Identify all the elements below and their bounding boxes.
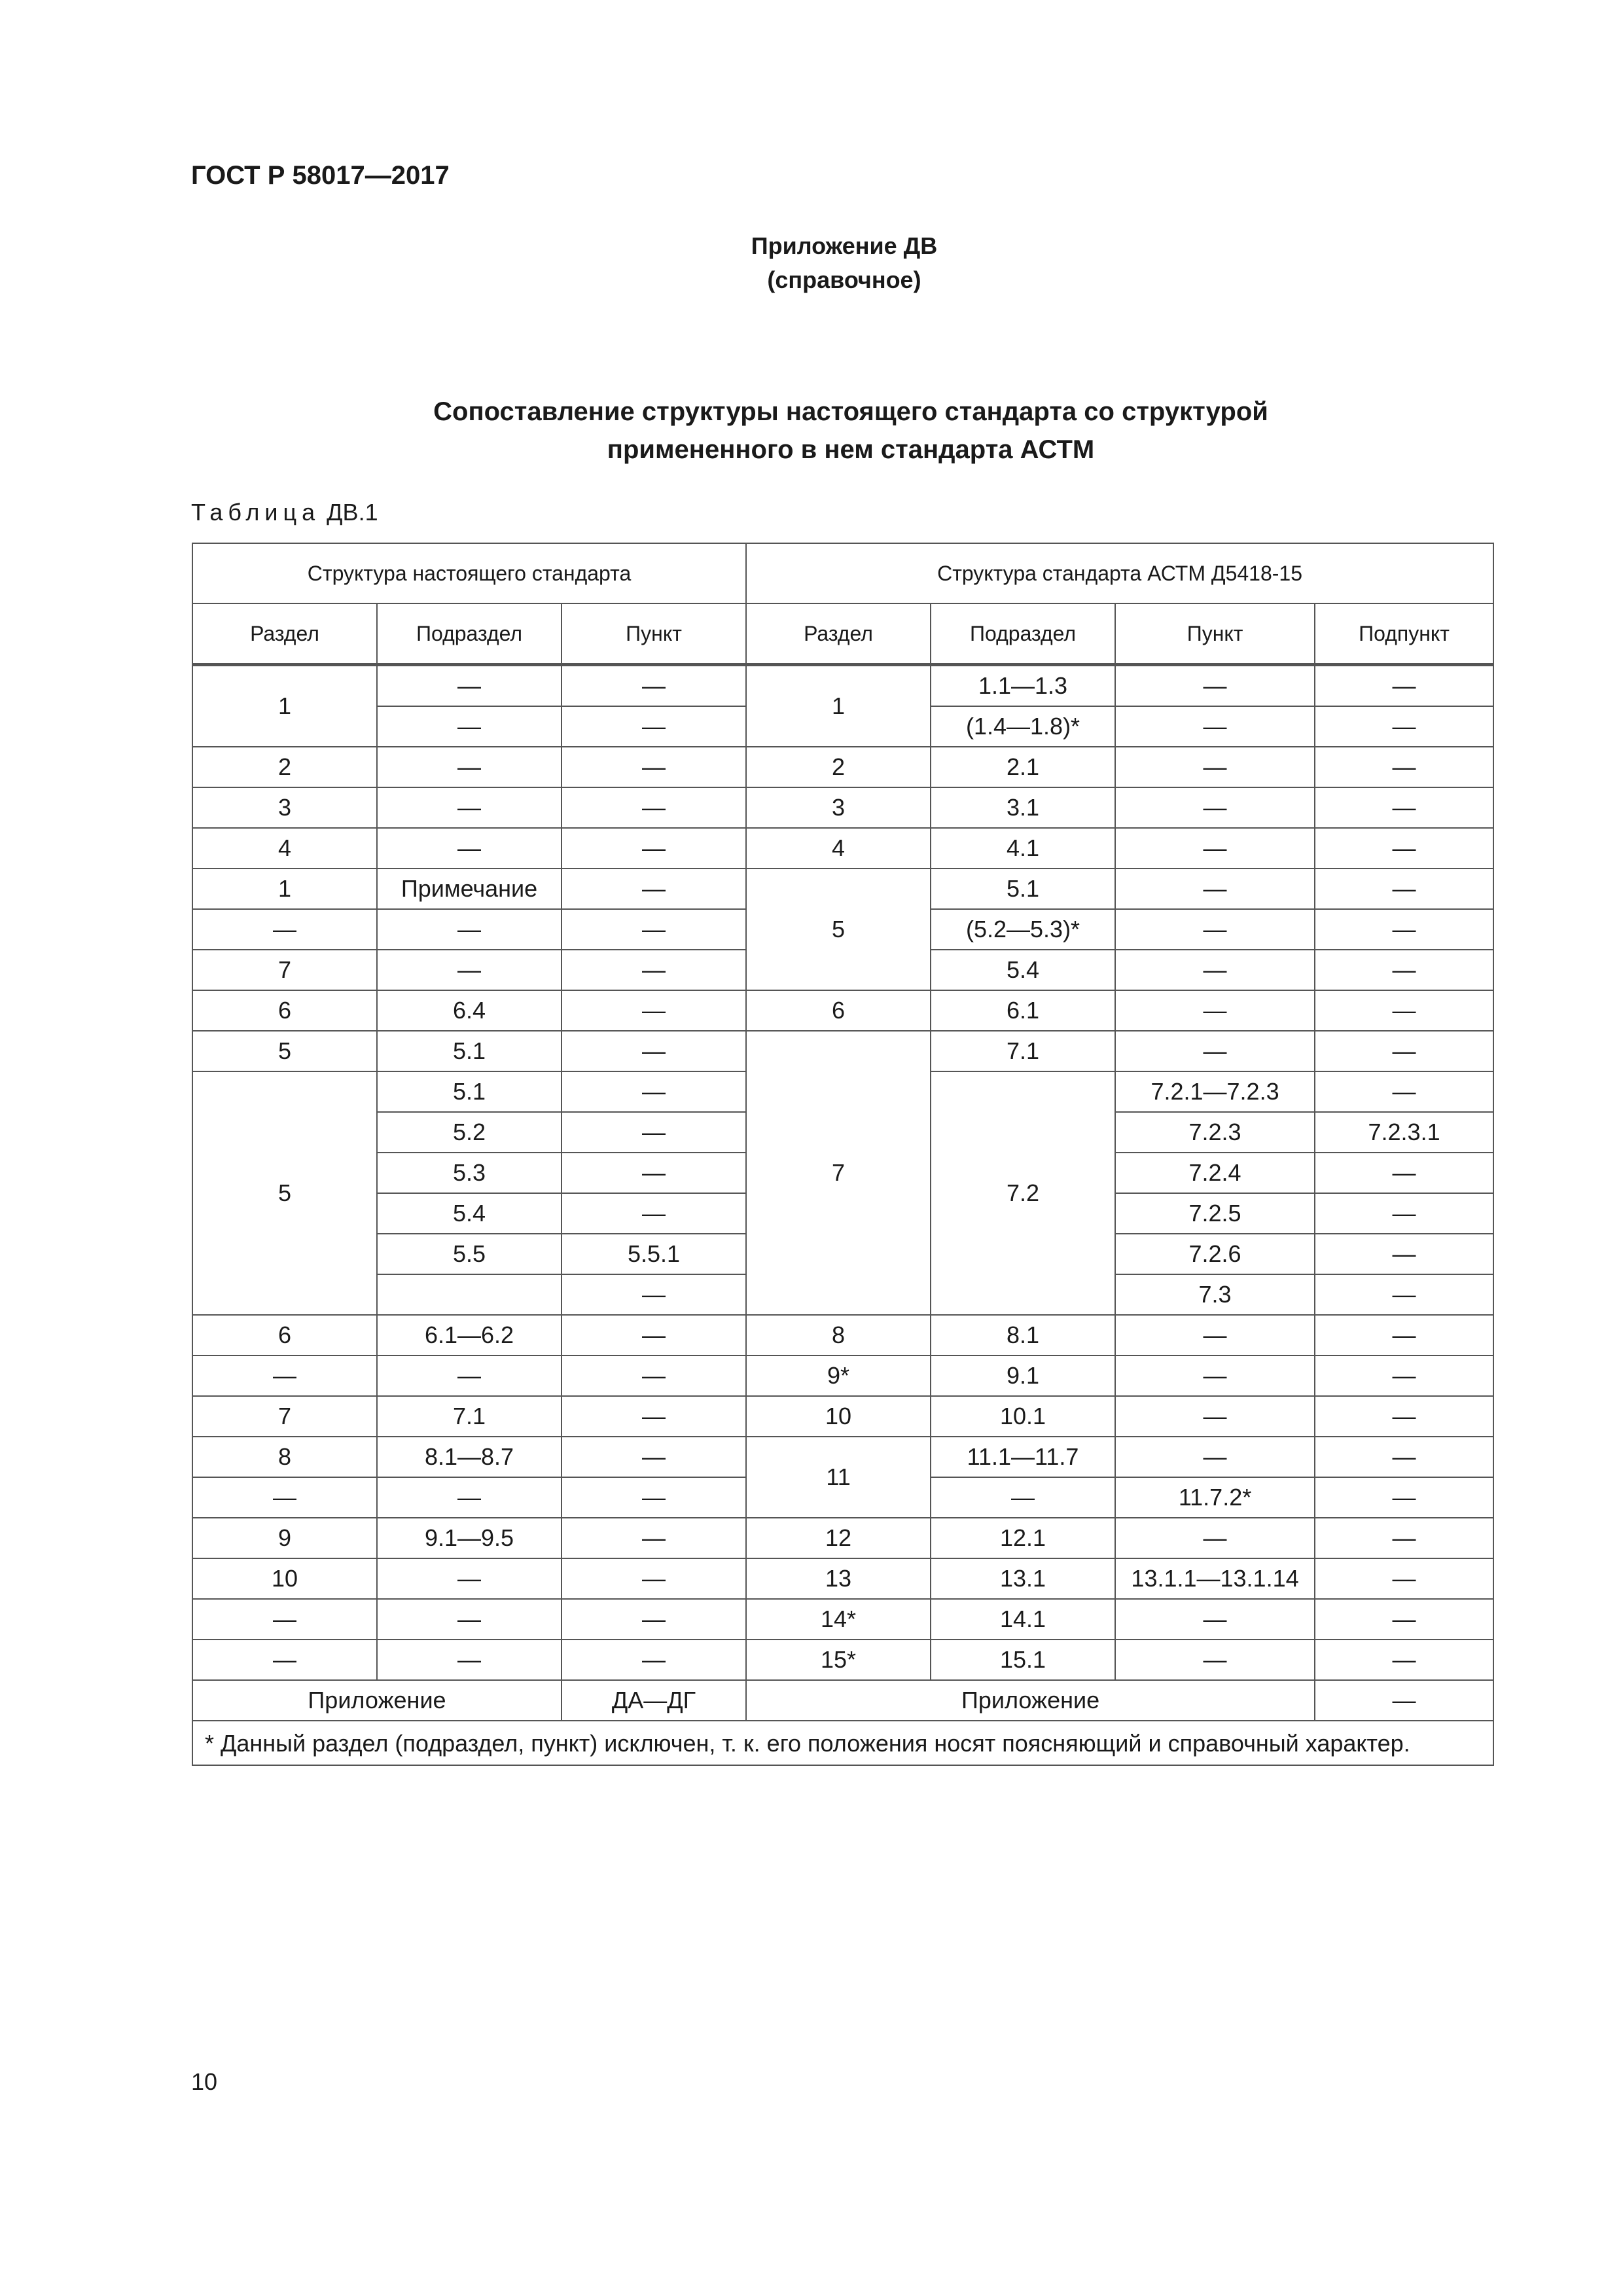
- table-row: [192, 1355, 1493, 1396]
- table-cell: 8: [746, 1315, 931, 1355]
- table-cell: 3.1: [931, 787, 1115, 828]
- table-cell: —: [1115, 1315, 1315, 1355]
- table-cell: —: [562, 1558, 746, 1599]
- column-header: Пункт: [1115, 603, 1315, 665]
- table-cell: 6: [192, 1315, 377, 1355]
- table-row: [192, 828, 1493, 869]
- table-cell: —: [377, 950, 562, 990]
- table-cell: Примечание: [377, 869, 562, 909]
- table-cell: 7.1: [931, 1031, 1115, 1071]
- table-cell: —: [377, 1355, 562, 1396]
- table-cell: —: [1115, 1031, 1315, 1071]
- page-number: 10: [191, 2068, 218, 2095]
- table-cell: —: [562, 747, 746, 787]
- table-cell: —: [377, 828, 562, 869]
- table-cell: —: [562, 990, 746, 1031]
- table-cell: 7: [192, 1396, 377, 1437]
- table-row: [192, 1031, 1493, 1071]
- column-header: Раздел: [192, 603, 377, 665]
- table-cell: —: [1315, 706, 1493, 747]
- table-row: [192, 747, 1493, 787]
- table-cell: —: [377, 665, 562, 707]
- table-group-header-row: [192, 543, 1493, 603]
- table-row: [192, 1437, 1493, 1477]
- table-cell: —: [562, 950, 746, 990]
- table-cell: —: [562, 1071, 746, 1112]
- table-cell: —: [1315, 828, 1493, 869]
- table-cell: 5.4: [931, 950, 1115, 990]
- table-cell: 7: [746, 1031, 931, 1315]
- table-cell: (1.4—1.8)*: [931, 706, 1115, 747]
- table-cell: —: [562, 665, 746, 707]
- table-cell: 5: [192, 1071, 377, 1315]
- table-cell: 7.2.3.1: [1315, 1112, 1493, 1153]
- table-cell: —: [377, 1640, 562, 1680]
- table-cell: —: [377, 747, 562, 787]
- section-title: [288, 393, 1414, 469]
- table-cell: 6: [746, 990, 931, 1031]
- table-cell: —: [1115, 1640, 1315, 1680]
- table-cell: —: [1115, 1437, 1315, 1477]
- table-row: [192, 1396, 1493, 1437]
- table-cell: 5: [746, 869, 931, 990]
- table-cell: 1: [192, 869, 377, 909]
- table-cell: —: [1315, 1640, 1493, 1680]
- table-cell: 7.3: [1115, 1274, 1315, 1315]
- column-header: Подпункт: [1315, 603, 1493, 665]
- table-cell: 3: [192, 787, 377, 828]
- table-footnote: * Данный раздел (подраздел, пункт) исключен, т. к. его положения носят поясняющий и справочный характер.: [192, 1721, 1493, 1765]
- table-cell: 7.2.5: [1115, 1193, 1315, 1234]
- document-code: ГОСТ Р 58017—2017: [191, 161, 450, 190]
- table-cell: —: [377, 1558, 562, 1599]
- column-header: Подраздел: [377, 603, 562, 665]
- table-cell: —: [1115, 828, 1315, 869]
- table-row: [192, 1680, 1493, 1721]
- table-row: [192, 1315, 1493, 1355]
- table-cell: —: [1115, 990, 1315, 1031]
- table-cell: —: [1115, 706, 1315, 747]
- table-cell: —: [1315, 787, 1493, 828]
- table-cell: —: [562, 1274, 746, 1315]
- table-row: [192, 990, 1493, 1031]
- table-cell: —: [1315, 909, 1493, 950]
- table-cell: —: [377, 787, 562, 828]
- table-cell: —: [562, 1518, 746, 1558]
- appendix-label: Приложение ДВ: [751, 232, 938, 259]
- group-header-this-standard: Структура настоящего стандарта: [192, 543, 746, 603]
- table-cell: 1: [746, 665, 931, 747]
- table-cell: —: [562, 909, 746, 950]
- table-cell: 7.2: [931, 1071, 1115, 1315]
- table-cell: 10.1: [931, 1396, 1115, 1437]
- table-caption-number: ДВ.1: [327, 499, 378, 526]
- table-cell: 14.1: [931, 1599, 1115, 1640]
- table-cell: —: [1115, 1518, 1315, 1558]
- table-caption-prefix: Таблица: [191, 499, 321, 526]
- table-cell: —: [1315, 665, 1493, 707]
- table-row: [192, 1518, 1493, 1558]
- table-cell: 9.1—9.5: [377, 1518, 562, 1558]
- table-cell: —: [1315, 747, 1493, 787]
- table-cell: —: [1315, 990, 1493, 1031]
- table-cell: —: [1315, 1274, 1493, 1315]
- table-cell: 4: [192, 828, 377, 869]
- table-cell: Приложение: [192, 1680, 562, 1721]
- table-cell: —: [562, 706, 746, 747]
- table-cell: —: [377, 1599, 562, 1640]
- table-cell: —: [1315, 1193, 1493, 1234]
- table-cell: 4: [746, 828, 931, 869]
- table-cell: 8: [192, 1437, 377, 1477]
- table-cell: —: [562, 1193, 746, 1234]
- table-cell: 11.7.2*: [1115, 1477, 1315, 1518]
- table-cell: —: [1315, 1680, 1493, 1721]
- table-cell: —: [377, 706, 562, 747]
- table-cell: 11: [746, 1437, 931, 1518]
- table-cell: 6.4: [377, 990, 562, 1031]
- table-cell: —: [562, 1640, 746, 1680]
- table-cell: Приложение: [746, 1680, 1315, 1721]
- table-cell: 5.1: [377, 1071, 562, 1112]
- table-row: [192, 1640, 1493, 1680]
- table-cell: —: [1115, 909, 1315, 950]
- table-cell: 13.1: [931, 1558, 1115, 1599]
- table-cell: 7.1: [377, 1396, 562, 1437]
- table-cell: 3: [746, 787, 931, 828]
- table-cell: —: [1315, 1315, 1493, 1355]
- table-cell: —: [192, 1477, 377, 1518]
- table-cell: —: [1115, 950, 1315, 990]
- table-cell: 13: [746, 1558, 931, 1599]
- table-cell: —: [562, 1355, 746, 1396]
- table-cell: —: [562, 1153, 746, 1193]
- table-cell: —: [1315, 1396, 1493, 1437]
- table-cell: —: [1315, 950, 1493, 990]
- table-cell: —: [562, 1112, 746, 1153]
- table-cell: 6.1—6.2: [377, 1315, 562, 1355]
- table-cell: —: [192, 1599, 377, 1640]
- table-cell: 13.1.1—13.1.14: [1115, 1558, 1315, 1599]
- column-header: Подраздел: [931, 603, 1115, 665]
- table-cell: —: [192, 909, 377, 950]
- table-cell: —: [562, 1315, 746, 1355]
- table-row: [192, 665, 1493, 707]
- table-cell: 7.2.3: [1115, 1112, 1315, 1153]
- table-cell: 5: [192, 1031, 377, 1071]
- table-cell: 1: [192, 665, 377, 747]
- table-cell: 15.1: [931, 1640, 1115, 1680]
- table-cell: 7.2.6: [1115, 1234, 1315, 1274]
- appendix-type: (справочное): [767, 266, 921, 293]
- table-cell: —: [562, 1396, 746, 1437]
- table-footnote-row: [192, 1721, 1493, 1765]
- table-cell: —: [562, 1437, 746, 1477]
- column-header: Пункт: [562, 603, 746, 665]
- table-cell: —: [1315, 1558, 1493, 1599]
- table-cell: 2: [192, 747, 377, 787]
- table-cell: 5.5.1: [562, 1234, 746, 1274]
- table-cell: —: [1115, 1355, 1315, 1396]
- table-cell: ДА—ДГ: [562, 1680, 746, 1721]
- table-cell: 14*: [746, 1599, 931, 1640]
- table-cell: —: [1115, 747, 1315, 787]
- table-cell: 12.1: [931, 1518, 1115, 1558]
- table-cell: 5.1: [377, 1031, 562, 1071]
- group-header-astm-standard: Структура стандарта АСТМ Д5418-15: [746, 543, 1493, 603]
- table-cell: 5.5: [377, 1234, 562, 1274]
- column-header: Раздел: [746, 603, 931, 665]
- table-cell: 5.3: [377, 1153, 562, 1193]
- table-cell: —: [562, 1031, 746, 1071]
- table-cell: 5.4: [377, 1193, 562, 1234]
- table-cell: —: [1315, 1599, 1493, 1640]
- table-row: [192, 787, 1493, 828]
- section-title-line-2: примененного в нем стандарта АСТМ: [607, 435, 1095, 464]
- table-cell: 12: [746, 1518, 931, 1558]
- table-cell: 5.1: [931, 869, 1115, 909]
- table-cell: —: [1315, 869, 1493, 909]
- table-caption: [191, 499, 378, 526]
- table-cell: 6.1: [931, 990, 1115, 1031]
- table-row: [192, 869, 1493, 909]
- table-cell: 10: [192, 1558, 377, 1599]
- table-cell: —: [377, 1477, 562, 1518]
- table-column-header-row: [192, 603, 1493, 665]
- table-cell: 9*: [746, 1355, 931, 1396]
- table-cell: —: [1315, 1153, 1493, 1193]
- table-cell: —: [1315, 1355, 1493, 1396]
- table-cell: —: [931, 1477, 1115, 1518]
- table-cell: 7: [192, 950, 377, 990]
- appendix-heading: [654, 229, 1034, 297]
- table-cell: —: [192, 1640, 377, 1680]
- table-row: [192, 1558, 1493, 1599]
- table-cell: 10: [746, 1396, 931, 1437]
- table-cell: 9.1: [931, 1355, 1115, 1396]
- table-cell: —: [1115, 1396, 1315, 1437]
- comparison-table: [192, 543, 1494, 1766]
- table-cell: 1.1—1.3: [931, 665, 1115, 707]
- table-cell: 8.1: [931, 1315, 1115, 1355]
- table-cell: 7.2.4: [1115, 1153, 1315, 1193]
- table-cell: —: [562, 787, 746, 828]
- table-cell: —: [1315, 1437, 1493, 1477]
- table-cell: 4.1: [931, 828, 1115, 869]
- table-cell: 9: [192, 1518, 377, 1558]
- table-cell: —: [562, 828, 746, 869]
- table-cell: —: [562, 869, 746, 909]
- table-cell: —: [1115, 787, 1315, 828]
- table-cell: —: [1315, 1071, 1493, 1112]
- table-cell: 6: [192, 990, 377, 1031]
- table-cell: —: [1115, 869, 1315, 909]
- table-cell: —: [1315, 1031, 1493, 1071]
- table-cell: —: [1115, 1599, 1315, 1640]
- table-cell: —: [562, 1599, 746, 1640]
- table-cell: —: [1315, 1477, 1493, 1518]
- table-cell: —: [1315, 1234, 1493, 1274]
- table-cell: 2.1: [931, 747, 1115, 787]
- table-cell: [377, 1274, 562, 1315]
- table-cell: —: [192, 1355, 377, 1396]
- table-cell: —: [562, 1477, 746, 1518]
- table-cell: 2: [746, 747, 931, 787]
- table-cell: (5.2—5.3)*: [931, 909, 1115, 950]
- table-cell: 8.1—8.7: [377, 1437, 562, 1477]
- table-cell: —: [1315, 1518, 1493, 1558]
- table-cell: —: [377, 909, 562, 950]
- table-row: [192, 1599, 1493, 1640]
- table-cell: 11.1—11.7: [931, 1437, 1115, 1477]
- table-cell: 5.2: [377, 1112, 562, 1153]
- table-cell: —: [1115, 665, 1315, 707]
- table-cell: 7.2.1—7.2.3: [1115, 1071, 1315, 1112]
- section-title-line-1: Сопоставление структуры настоящего стандарта со структурой: [433, 397, 1268, 426]
- table-cell: 15*: [746, 1640, 931, 1680]
